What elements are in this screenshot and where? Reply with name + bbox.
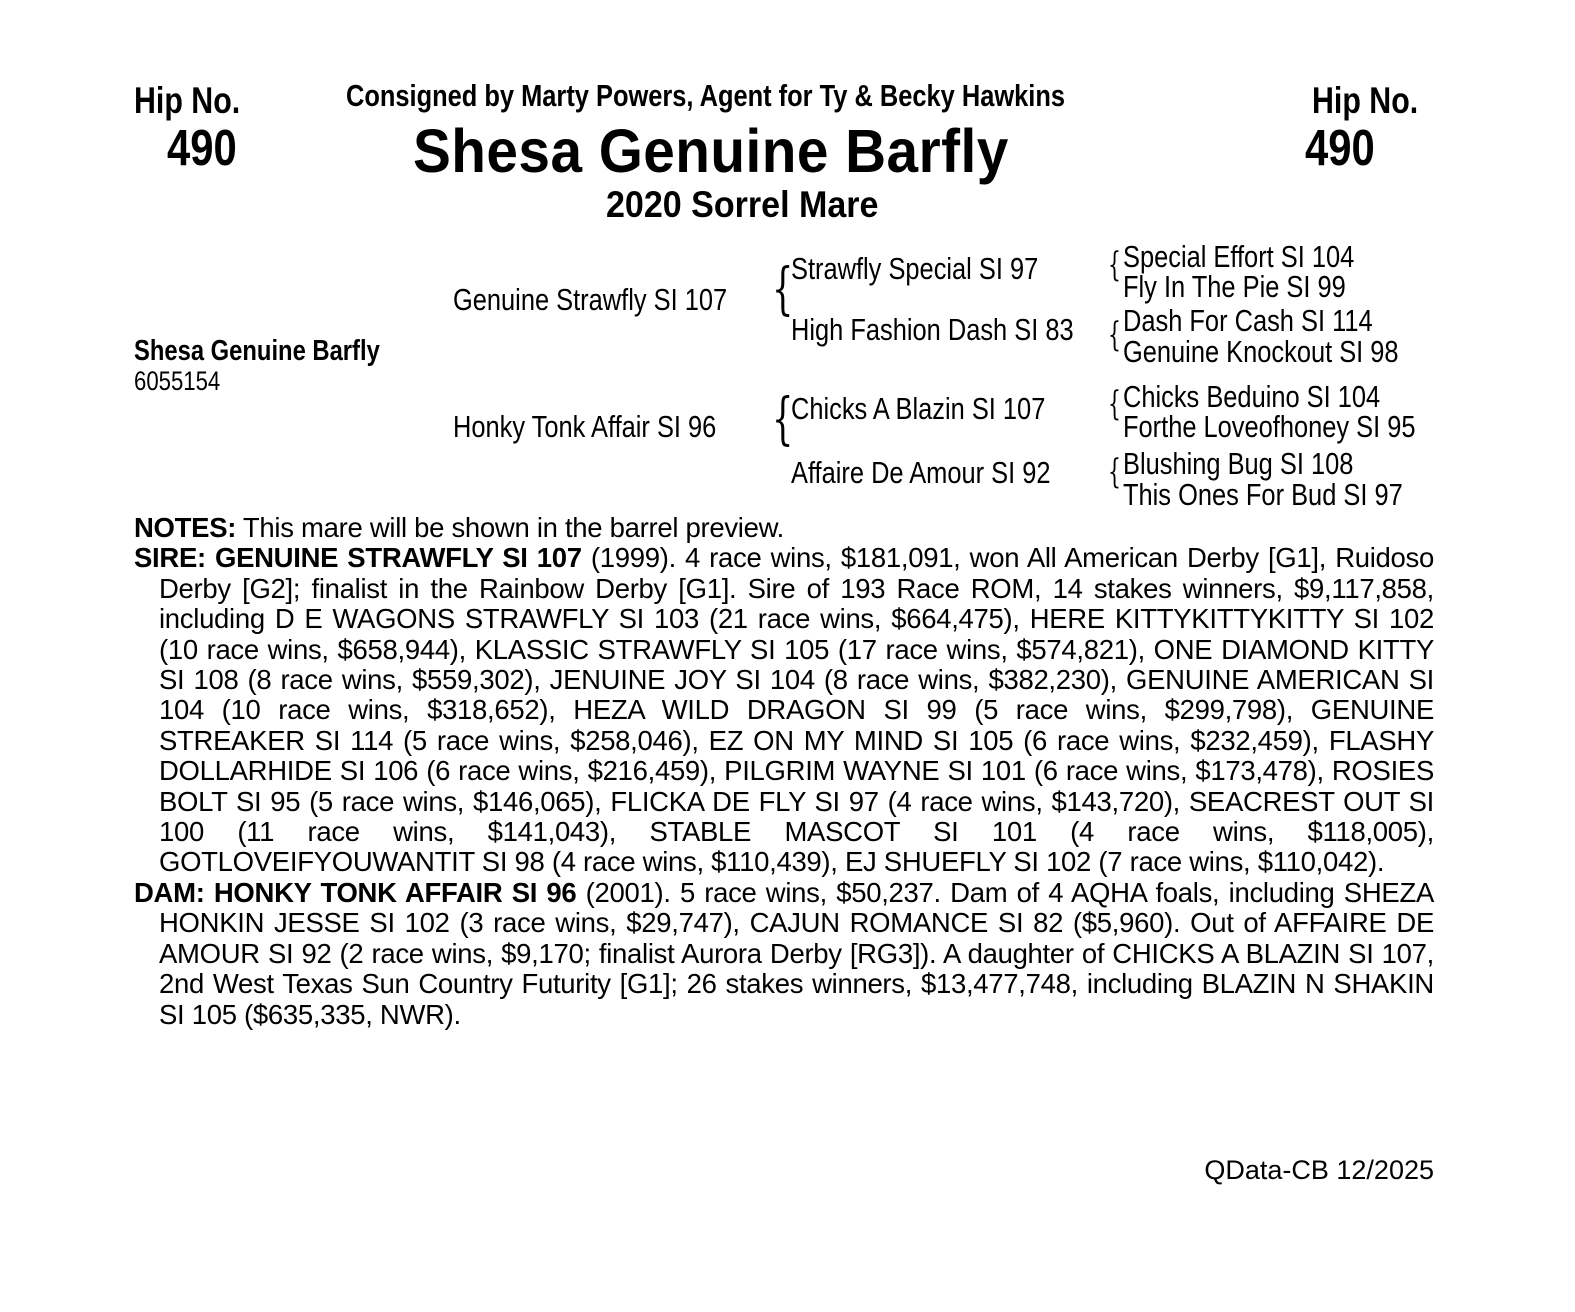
pedigree-dam-dam-dam: This Ones For Bud SI 97	[1123, 477, 1403, 512]
catalog-notes	[134, 513, 1434, 1030]
footer-credit: QData-CB 12/2025	[1204, 1155, 1434, 1185]
brace-sire-sire: {	[1108, 245, 1121, 285]
consignor-line: Consigned by Marty Powers, Agent for Ty & Becky Hawkins	[346, 78, 1065, 113]
subject-horse-name: Shesa Genuine Barfly	[134, 335, 380, 367]
registration-number: 6055154	[134, 366, 221, 396]
notes-paragraph	[134, 513, 1434, 543]
hip-number-right: 490	[1305, 119, 1375, 176]
hip-number-left: 490	[167, 119, 237, 176]
brace-dam-sire: {	[1108, 384, 1121, 424]
dam-label: DAM: HONKY TONK AFFAIR SI 96	[134, 876, 577, 908]
pedigree-sire-dam-sire: Dash For Cash SI 114	[1123, 303, 1373, 338]
pedigree-dam-sire-sire: Chicks Beduino SI 104	[1123, 379, 1381, 414]
pedigree-dam-dam-sire: Blushing Bug SI 108	[1123, 446, 1354, 481]
brace-sire: {	[772, 257, 794, 322]
sire-label: SIRE: GENUINE STRAWFLY SI 107	[134, 542, 582, 574]
hip-label-right: Hip No.	[1312, 80, 1419, 121]
notes-text: This mare will be shown in the barrel preview.	[236, 512, 784, 543]
sire-paragraph	[134, 543, 1434, 877]
pedigree-dam: Honky Tonk Affair SI 96	[453, 409, 717, 444]
pedigree-sire-sire-dam: Fly In The Pie SI 99	[1123, 269, 1346, 304]
dam-paragraph	[134, 878, 1434, 1030]
horse-description: 2020 Sorrel Mare	[606, 184, 879, 225]
brace-dam: {	[772, 387, 794, 452]
hip-label-left: Hip No.	[134, 80, 241, 121]
pedigree-sire-dam: High Fashion Dash SI 83	[791, 312, 1074, 347]
pedigree-dam-dam: Affaire De Amour SI 92	[791, 455, 1051, 490]
dam-text: (2001). 5 race wins, $50,237. Dam of 4 AQHA foals, including SHEZA HONKIN JESSE SI 102 (3 race wins, $29,747), CAJUN ROMANCE SI 82 ($5,960). Out of AFFAIRE DE AMOUR SI 92 (2 race wins, $9,170; finalist Aurora Derby [RG3]). A daughter of CHICKS A BLAZIN SI 107, 2nd West Texas Sun Country Futurity [G1]; 26 stakes winners, $13,477,748, including BLAZIN N SHAKIN SI 105 ($635,335, NWR).	[159, 876, 1434, 1030]
pedigree-sire-dam-dam: Genuine Knockout SI 98	[1123, 334, 1399, 369]
notes-label: NOTES:	[134, 512, 237, 543]
brace-sire-dam: {	[1108, 315, 1121, 355]
pedigree-dam-sire-dam: Forthe Loveofhoney SI 95	[1123, 409, 1416, 444]
pedigree-sire: Genuine Strawfly SI 107	[453, 282, 728, 317]
pedigree-dam-sire: Chicks A Blazin SI 107	[791, 391, 1046, 426]
sire-text: (1999). 4 race wins, $181,091, won All American Derby [G1], Ruidoso Derby [G2]; finalist in the Rainbow Derby [G1]. Sire of 193 Race ROM, 14 stakes winners, $9,117,858, including D E WAGONS STRAWFLY SI 103 (21 race wins, $664,475), HERE KITTYKITTYKITTY SI 102 (10 race wins, $658,944), KLASSIC STRAWFLY SI 105 (17 race wins, $574,821), ONE DIAMOND KITTY SI 108 (8 race wins, $559,302), JENUINE JOY SI 104 (8 race wins, $382,230), GENUINE AMERICAN SI 104 (10 race wins, $318,652), HEZA WILD DRAGON SI 99 (5 race wins, $299,798), GENUINE STREAKER SI 114 (5 race wins, $258,046), EZ ON MY MIND SI 105 (6 race wins, $232,459), FLASHY DOLLARHIDE SI 106 (6 race wins, $216,459), PILGRIM WAYNE SI 101 (6 race wins, $173,478), ROSIES BOLT SI 95 (5 race wins, $146,065), FLICKA DE FLY SI 97 (4 race wins, $143,720), SEACREST OUT SI 100 (11 race wins, $141,043), STABLE MASCOT SI 101 (4 race wins, $118,005), GOTLOVEIFYOUWANTIT SI 98 (4 race wins, $110,439), EJ SHUEFLY SI 102 (7 race wins, $110,042).	[159, 542, 1434, 878]
horse-title: Shesa Genuine Barfly	[413, 117, 1009, 185]
pedigree-sire-sire: Strawfly Special SI 97	[791, 251, 1039, 286]
pedigree-sire-sire-sire: Special Effort SI 104	[1123, 239, 1355, 274]
brace-dam-dam: {	[1108, 452, 1121, 492]
